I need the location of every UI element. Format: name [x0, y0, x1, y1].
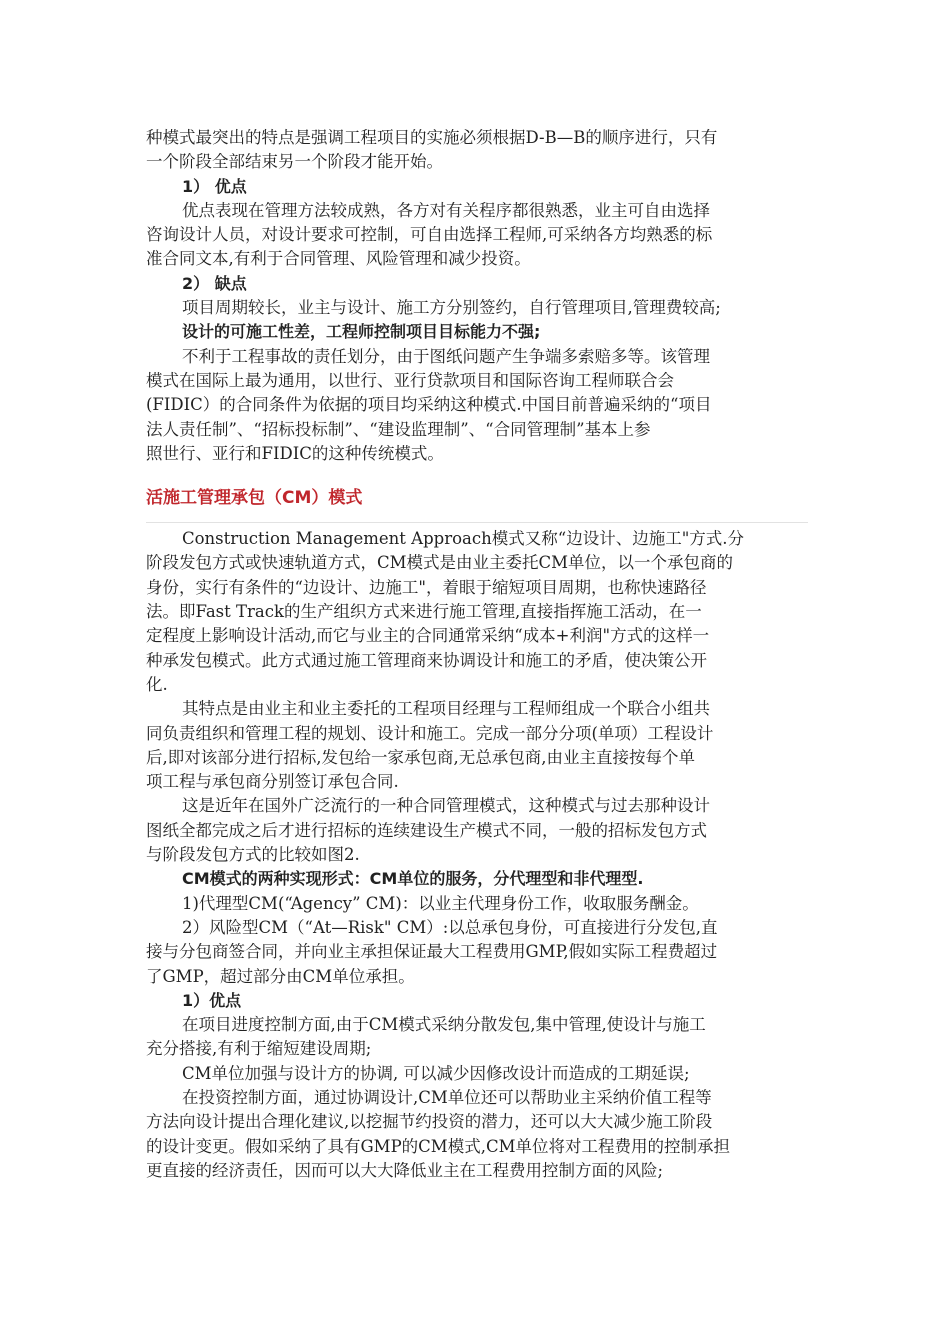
disadvantages-line-1: 项目周期较长，业主与设计、施工方分别签约，自行管理项目,管理费较高;	[182, 298, 721, 318]
cm-p2-line-2: 同负责组织和管理工程的规划、设计和施工。完成一部分分项(单项）工程设计	[146, 723, 714, 743]
disadvantages-bold-line: 设计的可施工性差，工程师控制项目目标能力不强;	[182, 322, 541, 342]
document-page	[146, 126, 808, 1183]
cm-risk-line-3: 了GMP，超过部分由CM单位承担。	[146, 966, 415, 986]
cm-p1-line-7: 化.	[146, 674, 168, 694]
cm-p1-line-6: 种承发包模式。此方式通过施工管理商来协调设计和施工的矛盾，使决策公开	[146, 650, 707, 670]
cm-agency-line: 1)代理型CM(“Agency” CM)：以业主代理身份工作，收取服务酬金。	[182, 893, 699, 913]
cm-p3-line-2: 图纸全都完成之后才进行招标的连续建设生产模式不同，一般的招标发包方式	[146, 820, 707, 840]
intro-line-1: 种模式最突出的特点是强调工程项目的实施必须根据D-B—B的顺序进行，只有	[146, 128, 718, 147]
cm-p1-line-3: 身份，实行有条件的“边设计、边施工"，着眼于缩短项目周期，也称快速路径	[146, 577, 707, 597]
cm-adv-p3-line-4: 更直接的经济责任，因而可以大大降低业主在工程费用控制方面的风险;	[146, 1160, 664, 1180]
cm-advantages-heading: 1）优点	[182, 990, 242, 1010]
cm-p1-line-5: 定程度上影响设计活动,而它与业主的合同通常采纳“成本+利润"方式的这样一	[146, 626, 710, 646]
cm-adv-p1-line-1: 在项目进度控制方面,由于CM模式采纳分散发包,集中管理,使设计与施工	[182, 1015, 706, 1035]
section-title: 活施工管理承包（CM）模式	[146, 488, 363, 509]
cm-p2-line-4: 项工程与承包商分别签订承包合同.	[146, 772, 399, 792]
cm-risk-line-1: 2）风险型CM（“At—Risk" CM）:以总承包身份，可直接进行分发包,直	[182, 917, 718, 937]
cm-p2-line-3: 后,即对该部分进行招标,发包给一家承包商,无总承包商,由业主直接按每个单	[146, 747, 695, 767]
cm-p3-line-3: 与阶段发包方式的比较如图2.	[146, 845, 360, 865]
cm-adv-p3-line-1: 在投资控制方面，通过协调设计,CM单位还可以帮助业主采纳价值工程等	[182, 1087, 712, 1107]
cm-p1-line-2: 阶段发包方式或快速轨道方式，CM模式是由业主委托CM单位，以一个承包商的	[146, 553, 734, 573]
cm-risk-line-2: 接与分包商签合同，并向业主承担保证最大工程费用GMP,假如实际工程费超过	[146, 942, 718, 962]
cm-p1-line-4: 法。即Fast Track的生产组织方式来进行施工管理,直接指挥施工活动，在一	[146, 602, 702, 622]
disadvantages-line-7: 照世行、亚行和FIDIC的这种传统模式。	[146, 443, 444, 463]
cm-forms-bold-line: CM模式的两种实现形式：CM单位的服务，分代理型和非代理型.	[182, 869, 644, 889]
cm-p1-line-1: Construction Management Approach模式又称“边设计、边施工"方式.分	[182, 529, 745, 549]
advantages-line-1: 优点表现在管理方法较成熟，各方对有关程序都很熟悉，业主可自由选择	[182, 200, 710, 220]
disadvantages-heading: 2） 缺点	[182, 273, 247, 293]
cm-adv-p3-line-2: 方法向设计提出合理化建议,以挖掘节约投资的潜力，还可以大大减少施工阶段	[146, 1112, 713, 1132]
cm-adv-p1-line-2: 充分搭接,有利于缩短建设周期;	[146, 1039, 372, 1059]
advantages-line-3: 准合同文本,有利于合同管理、风险管理和减少投资。	[146, 249, 531, 269]
disadvantages-line-3: 不利于工程事故的责任划分，由于图纸问题产生争端多索赔多等。该管理	[182, 346, 710, 366]
cm-adv-p3-line-3: 的设计变更。假如采纳了具有GMP的CM模式,CM单位将对工程费用的控制承担	[146, 1136, 730, 1156]
cm-p2-line-1: 其特点是由业主和业主委托的工程项目经理与工程师组成一个联合小组共	[182, 699, 710, 719]
disadvantages-line-4: 模式在国际上最为通用，以世行、亚行贷款项目和国际咨询工程师联合会	[146, 370, 674, 390]
disadvantages-line-6: 法人责任制”、“招标投标制”、“建设监理制”、“合同管理制”基本上参	[146, 419, 651, 439]
cm-p3-line-1: 这是近年在国外广泛流行的一种合同管理模式，这种模式与过去那种设计	[182, 796, 710, 816]
section-divider	[146, 522, 808, 523]
advantages-line-2: 咨询设计人员，对设计要求可控制，可自由选择工程师,可采纳各方均熟悉的标	[146, 225, 713, 245]
intro-line-2: 一个阶段全部结束另一个阶段才能开始。	[146, 152, 443, 172]
advantages-heading: 1） 优点	[182, 176, 247, 196]
cm-adv-p2-line-1: CM单位加强与设计方的协调, 可以减少因修改设计而造成的工期延误;	[182, 1063, 690, 1083]
disadvantages-line-5: (FIDIC）的合同条件为依据的项目均采纳这种模式.中国目前普遍采纳的“项目	[146, 395, 712, 415]
